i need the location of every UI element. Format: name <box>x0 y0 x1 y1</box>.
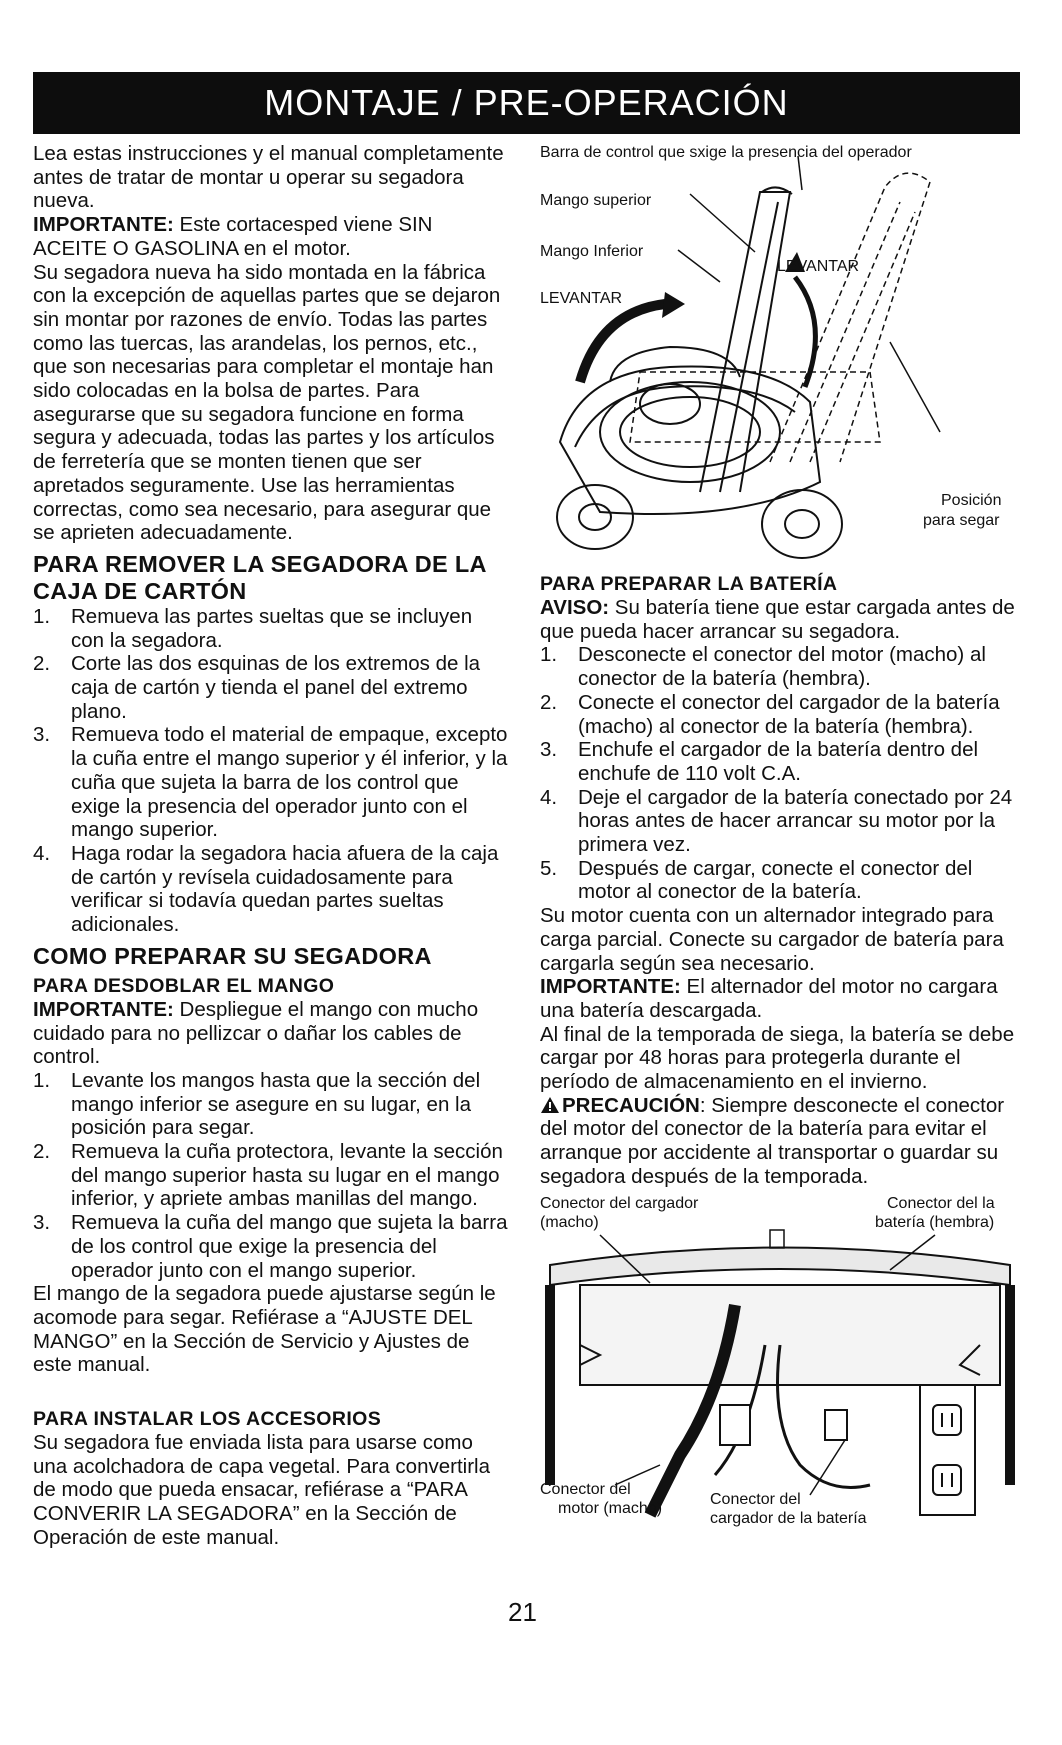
list-item: 1. Levante los mangos hasta que la sección del mango inferior se asegure en su lugar, en la posición para segar. <box>33 1068 481 1140</box>
important-note-3 <box>540 975 1025 1022</box>
important-note-2 <box>33 998 508 1069</box>
important-label: IMPORTANTE: <box>540 975 681 999</box>
notice-text: Su batería tiene que estar cargada antes de que pueda hacer arrancar su segadora. <box>540 596 1015 643</box>
mower-handle-figure <box>540 142 1025 572</box>
accessories-paragraph: Su segadora fue enviada lista para usarse como una acolchadora de capa vegetal. Para convertirla de modo que pueda ensacar, refiérase a “PARA CONVERIR LA SEGADORA” en la Sección de Operación de este manual. <box>33 1431 490 1549</box>
lower-handle-label: Mango Inferior <box>540 243 644 260</box>
intro-paragraph: Lea estas instrucciones y el manual completamente antes de tratar de montar u operar su segadora nueva. <box>33 142 504 213</box>
caution-text: : Siempre desconecte el conector del motor del conector de la batería para evitar el arranque por accidente al transportar o guardar su segadora después de la temporada. <box>540 1093 1005 1188</box>
important-note-1 <box>33 213 508 260</box>
notice-paragraph <box>540 596 1025 643</box>
assembly-paragraph: Su segadora nueva ha sido montada en la fábrica con la excepción de aquellas partes que se dejaron sin montar por razones de envío. Todas las partes como las tuercas, las arandelas, los pernos, etc., que son necesarias para completar el montaje han sido colocadas en la bolsa de partes. Para asegurarse que su segadora funcione en forma segura y adecuada, todas las partes y los artículos de ferretería que se monten tienen que ser apretados seguramente. Use las herramientas correctas, como sea necesario, para asegurar que se aprieten adecuadamente. <box>33 260 501 545</box>
list-item: 3. Enchufe el cargador de la batería dentro del enchufe de 110 volt C.A. <box>540 738 979 785</box>
list-item: 2. Conecte el conector del cargador de la batería (macho) al conector de la batería (hembra). <box>540 690 1000 738</box>
motor-connector-label-1: Conector del <box>540 1480 631 1498</box>
charger-connector2-label-1: Conector del <box>710 1490 801 1508</box>
subheading-unfold: PARA DESDOBLAR EL MANGO <box>33 974 335 997</box>
list-item: 2. Remueva la cuña protectora, levante la sección del mango superior hasta su lugar en el mango inferior, y apriete ambas manillas del mango. <box>33 1140 503 1211</box>
battery-connector-figure <box>540 1195 1025 1530</box>
list-item: 1. Desconecte el conector del motor (macho) al conector de la batería (hembra). <box>540 643 986 691</box>
battery-connector-label-2: batería (hembra) <box>875 1213 995 1231</box>
battery-wiring-illustration <box>540 1195 1025 1530</box>
subheading-accessories: PARA INSTALAR LOS ACCESORIOS <box>33 1408 382 1431</box>
list-item: 4. Haga rodar la segadora hacia afuera de la caja de cartón y revísela cuidadosamente para verificar si todavía quedan partes sueltas adicionales. <box>33 841 499 937</box>
caution-paragraph <box>540 1094 1025 1189</box>
unfold-steps-list <box>33 1069 508 1282</box>
lift-right-label: LEVANTAR <box>777 258 860 275</box>
important-text: Despliegue el mango con mucho cuidado para no pellizcar o dañar los cables de control. <box>33 997 479 1069</box>
upper-handle-label: Mango superior <box>540 192 652 209</box>
list-item: 1. Remueva las partes sueltas que se incluyen con la segadora. <box>33 604 473 652</box>
caution-label: PRECAUCIÓN <box>562 1093 700 1117</box>
important-text: Este cortacesped viene SIN ACEITE O GASOLINA en el motor. <box>33 213 433 260</box>
left-column <box>33 142 508 1550</box>
subheading-battery: PARA PREPARAR LA BATERÍA <box>540 573 838 595</box>
lift-left-label: LEVANTAR <box>540 290 623 307</box>
motor-connector-label-2: motor (macho) <box>558 1499 663 1517</box>
right-column <box>540 142 1025 1530</box>
list-item: 3. Remueva todo el material de empaque, excepto la cuña entre el mango superior y él inferior, y la cuña que sujeta la barra de los control que exige la presencia del operador junto con el mango superior. <box>33 723 508 842</box>
mow-position-label-2: para segar <box>923 512 1000 529</box>
section-heading-prepare: COMO PREPARAR SU SEGADORA <box>33 942 432 969</box>
section-heading-remove: PARA REMOVER LA SEGADORA DE LA CAJA DE CARTÓN <box>33 550 486 604</box>
important-label: IMPORTANTE: <box>33 213 174 237</box>
charger-connector2-label-2: cargador de la batería <box>710 1509 867 1527</box>
battery-connector-label-1: Conector del la <box>887 1194 995 1212</box>
season-paragraph: Al final de la temporada de siega, la batería se debe cargar por 48 horas para protegerla durante el período de almacenamiento en el invierno. <box>540 1022 1015 1094</box>
remove-steps-list <box>33 605 508 937</box>
list-item: 2. Corte las dos esquinas de los extremos de la caja de cartón y tienda el panel del extremo plano. <box>33 652 481 723</box>
battery-steps-list <box>540 643 1025 904</box>
important-label: IMPORTANTE: <box>33 997 174 1021</box>
charger-connector-label-2: (macho) <box>540 1213 599 1231</box>
handle-adjust-paragraph: El mango de la segadora puede ajustarse según le acomode para segar. Refiérase a “AJUSTE DEL MANGO” en la Sección de Servicio y Ajustes de este manual. <box>33 1282 496 1377</box>
list-item: 3. Remueva la cuña del mango que sujeta la barra de los control que exige la presencia del operador junto con el mango superior. <box>33 1211 508 1282</box>
list-item: 4. Deje el cargador de la batería conectado por 24 horas antes de hacer arrancar su motor por la primera vez. <box>540 785 1013 857</box>
important-text: El alternador del motor no cargara una batería descargada. <box>540 975 998 1022</box>
alternator-paragraph: Su motor cuenta con un alternador integrado para carga parcial. Conecte su cargador de batería para cargarla según sea necesario. <box>540 904 1004 975</box>
page-number: 21 <box>508 1597 537 1627</box>
notice-label: AVISO: <box>540 596 610 619</box>
mow-position-label-1: Posición <box>941 492 1002 509</box>
page-title: MONTAJE / PRE-OPERACIÓN <box>264 82 789 123</box>
control-bar-label: Barra de control que sxige la presencia del operador <box>540 144 912 161</box>
warning-icon <box>540 1096 560 1114</box>
list-item: 5. Después de cargar, conecte el conector del motor al conector de la batería. <box>540 856 973 904</box>
charger-connector-label-1: Conector del cargador <box>540 1194 699 1212</box>
page-title-banner <box>33 72 1020 134</box>
